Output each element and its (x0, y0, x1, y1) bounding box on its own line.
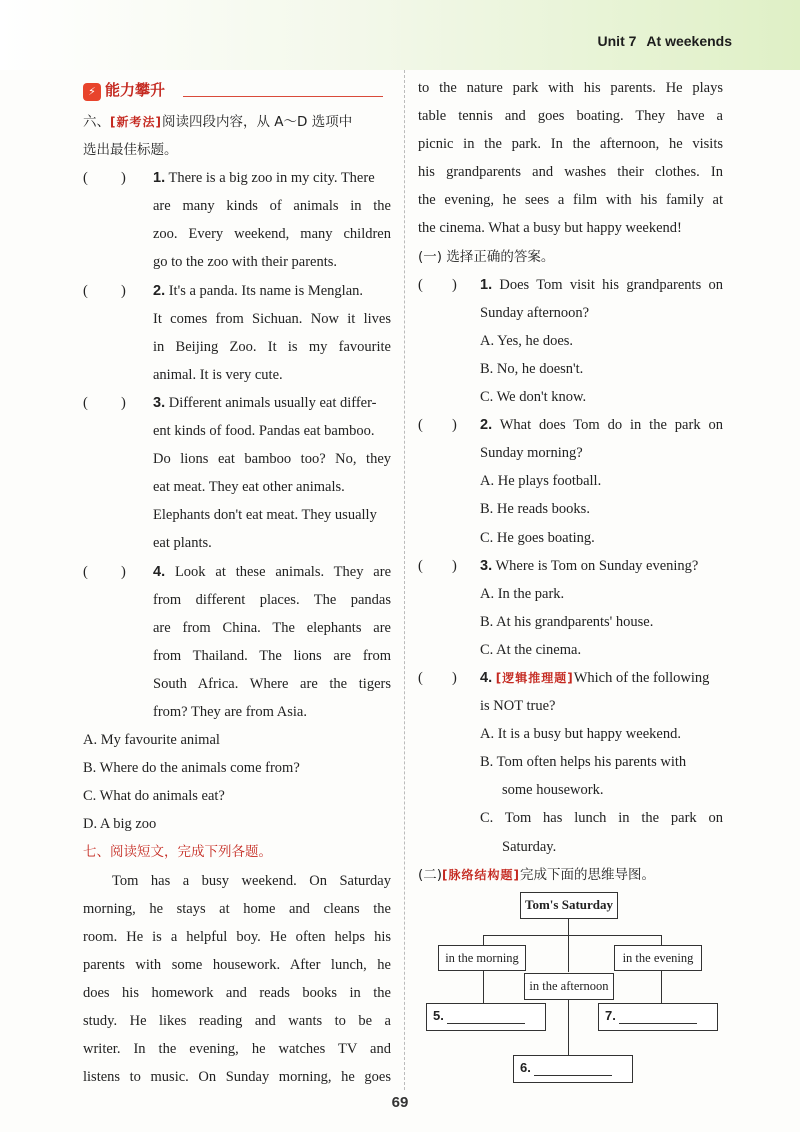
blank-number: 5. (433, 1008, 444, 1023)
passage-line: parents with some housework. After lunch, he (83, 956, 391, 973)
part6-question: ( ) 4. Look at these animals. They are from different places. The pandas are from China. The elephants are from Thailand. The lions are from South Africa. Where are the tigers from? They are from Asia. (83, 558, 391, 727)
connector (568, 935, 569, 972)
evening-node: in the evening (614, 945, 702, 971)
passage-line: the cinema. What a busy but happy weekend! (418, 220, 682, 237)
answer-option: some housework. (502, 782, 604, 799)
question-text: from Thailand. The lions are from (153, 647, 391, 664)
question-text: Do lions eat bamboo too? No, they (153, 451, 391, 468)
passage-line: Tom has a busy weekend. On Saturday (112, 872, 391, 889)
question-text: It comes from Sichuan. Now it lives (153, 310, 391, 327)
answer-option: A. In the park. (480, 585, 565, 602)
connector (568, 917, 569, 935)
answer-option: B. At his grandparents' house. (480, 613, 654, 630)
question-text: South Africa. Where are the tigers (153, 675, 391, 692)
question-text: It's a panda. Its name is Menglan. (168, 282, 364, 299)
question-text: Elephants don't eat meat. They usually (153, 507, 377, 524)
connector (483, 935, 661, 936)
question-number: 2. (480, 417, 493, 434)
answer-option: A. It is a busy but happy weekend. (480, 726, 681, 743)
question-number: 3. (480, 557, 493, 574)
question-text: What does Tom do in the park on (499, 417, 723, 434)
blank-number: 6. (520, 1060, 531, 1075)
blank-7[interactable] (598, 1003, 718, 1031)
connector (568, 998, 569, 1055)
question-text: animal. It is very cute. (153, 366, 283, 383)
sub2-tag: 脉络结构题 (448, 867, 514, 882)
column-divider (404, 70, 405, 1090)
question-text: zoo. Every weekend, many children (153, 226, 391, 243)
sub1-question: ( ) 1. Does Tom visit his grandparents on Sunday afternoon? A. Yes, he does. B. No, he doesn't. C. We don't know. (418, 271, 723, 411)
root-node: Tom's Saturday (520, 892, 618, 919)
passage-line: picnic in the park. In the afternoon, he visits (418, 136, 723, 153)
question-text: from different places. The pandas (153, 591, 391, 608)
answer-option: C. Tom has lunch in the park on (480, 810, 723, 827)
section-title: 能力攀升 (105, 81, 166, 99)
question-text: Which of the following (573, 669, 710, 686)
part6-question: ( ) 1. There is a big zoo in my city. There are many kinds of animals in the zoo. Every weekend, many children go to the zoo with their parents. (83, 164, 391, 276)
passage-line: does his homework and reads books in the (83, 984, 391, 1001)
answer-option: C. We don't know. (480, 389, 587, 406)
sub2-heading: (二)[脉络结构题]完成下面的思维导图。 (418, 866, 656, 883)
question-text: are many kinds of animals in the (153, 198, 391, 215)
question-text: Different animals usually eat differ- (168, 394, 377, 411)
question-text: in Beijing Zoo. It is my favourite (153, 338, 391, 355)
passage-line: his grandparents and washes their clothes. In (418, 164, 723, 181)
sub2-heading-text: 完成下面的思维导图。 (520, 866, 656, 883)
question-text: Does Tom visit his grandparents on (499, 276, 724, 293)
answer-option: C. He goes boating. (480, 529, 595, 546)
sub1-question: ( ) 4. [逻辑推理题]Which of the following is NOT true? A. It is a busy but happy weekend. B. Tom often helps his parents with some housework. C. Tom has lunch in the park on Saturday. (418, 664, 723, 861)
afternoon-node: in the afternoon (524, 973, 614, 1000)
blank-5[interactable] (426, 1003, 546, 1031)
title-option: A. My favourite animal (83, 732, 220, 749)
page-number: 69 (391, 1094, 409, 1111)
sub2-prefix: (二) (418, 866, 443, 883)
question-number: 4. (153, 563, 166, 580)
sub1-heading: (一) 选择正确的答案。 (418, 248, 555, 265)
answer-option: A. He plays football. (480, 473, 602, 490)
answer-option: B. Tom often helps his parents with (480, 754, 687, 771)
blank-6[interactable] (513, 1055, 633, 1083)
passage-line: writer. In the evening, he watches TV and (83, 1041, 391, 1058)
question-text: eat plants. (153, 535, 212, 552)
question-text: Where is Tom on Sunday evening? (495, 557, 699, 574)
question-text: There is a big zoo in my city. There (168, 170, 375, 187)
part6-number: 六、 (83, 114, 110, 130)
connector (661, 969, 662, 1003)
title-option: B. Where do the animals come from? (83, 760, 300, 777)
blank-number: 7. (605, 1008, 616, 1023)
part6-instruction: 六、[新考法]阅读四段内容，从 A～D 选项中 (83, 114, 353, 130)
mind-map (418, 880, 738, 1090)
question-text: from? They are from Asia. (153, 703, 307, 720)
answer-option: B. No, he doesn't. (480, 360, 584, 377)
connector (661, 935, 662, 945)
part6-tag: 新考法 (116, 115, 156, 129)
question-text: Sunday morning? (480, 445, 583, 462)
part6-options (83, 726, 391, 838)
question-text: Look at these animals. They are (174, 563, 392, 580)
answer-option: C. At the cinema. (480, 641, 582, 658)
question-text: Sunday afternoon? (480, 304, 590, 321)
part6-question: ( ) 2. It's a panda. Its name is Menglan. It comes from Sichuan. Now it lives in Beijing Zoo. It is my favourite animal. It is very cute. (83, 277, 391, 389)
unit-header (598, 33, 732, 49)
banner-underline (183, 96, 383, 97)
part6-instruction-line1: 阅读四段内容，从 A～D 选项中 (161, 114, 353, 130)
passage-line: room. He is a helpful boy. He often helps his (83, 928, 391, 945)
title-option: D. A big zoo (83, 816, 157, 833)
unit-title: At weekends (646, 33, 732, 49)
answer-option: Saturday. (502, 838, 557, 855)
part6-instruction-line2: 选出最佳标题。 (83, 142, 178, 159)
part6-questions (83, 164, 391, 726)
title-option: C. What do animals eat? (83, 788, 225, 805)
question-number: 1. (153, 170, 166, 187)
question-text: ent kinds of food. Pandas eat bamboo. (153, 423, 375, 440)
question-number: 3. (153, 394, 166, 411)
sub1-question: ( ) 2. What does Tom do in the park on Sunday morning? A. He plays football. B. He reads books. C. He goes boating. (418, 411, 723, 551)
unit-number: Unit 7 (597, 33, 637, 49)
passage-line: the evening, he sees a film with his family at (418, 192, 723, 209)
connector (483, 935, 484, 945)
question-text: is NOT true? (480, 698, 556, 715)
answer-option: B. He reads books. (480, 501, 590, 518)
passage-line: listens to music. On Sunday morning, he goes (83, 1069, 391, 1086)
question-text: go to the zoo with their parents. (153, 254, 338, 271)
passage-line: morning, he stays at home and cleans the (83, 900, 391, 917)
passage-line: to the nature park with his parents. He plays (418, 80, 723, 96)
question-number: 4. (480, 669, 493, 686)
question-number: 2. (153, 282, 166, 299)
sub1-question: ( ) 3. Where is Tom on Sunday evening? A. In the park. B. At his grandparents' house. C. At the cinema. (418, 552, 723, 664)
passage-continued (418, 74, 723, 243)
section-banner (83, 74, 391, 108)
passage (83, 867, 391, 1092)
question-number: 1. (480, 276, 493, 293)
morning-node: in the morning (438, 945, 526, 971)
question-text: eat meat. They eat other animals. (153, 479, 345, 496)
question-text: are from China. The elephants are (153, 619, 391, 636)
answer-option: A. Yes, he does. (480, 332, 574, 349)
passage-line: table tennis and goes boating. They have a (418, 108, 723, 125)
part6-question: ( ) 3. Different animals usually eat differ- ent kinds of food. Pandas eat bamboo. Do lions eat bamboo too? No, they eat meat. They eat other animals. Elephants don't eat meat. They usually eat plants. (83, 389, 391, 558)
question-tag: 逻辑推理题 (502, 670, 568, 685)
left-column (83, 74, 391, 1091)
bolt-icon: ⚡ (83, 83, 101, 101)
passage-line: study. He likes reading and wants to be a (83, 1013, 391, 1029)
right-column (418, 74, 723, 889)
part7-heading: 七、阅读短文，完成下列各题。 (83, 844, 272, 861)
connector (483, 969, 484, 1003)
